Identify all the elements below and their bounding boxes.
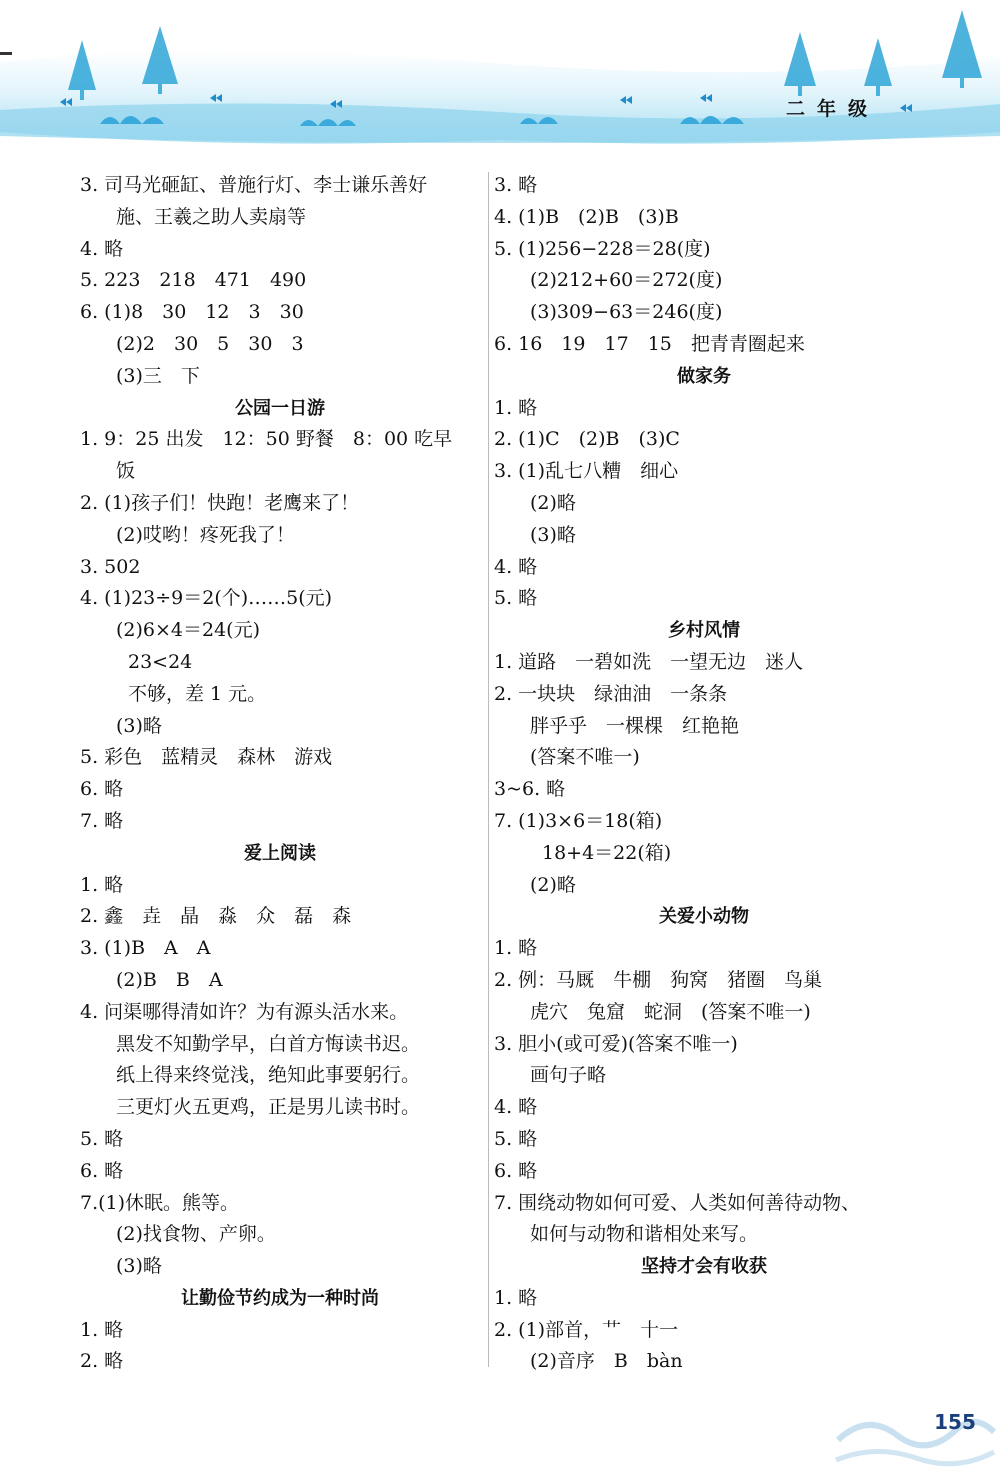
answer-item: 1. 略 — [80, 1318, 124, 1341]
answer-item: 3. 略 — [494, 174, 538, 196]
answer-line: (3)三 下 — [116, 364, 200, 387]
meadow-illustration — [0, 0, 1000, 150]
answer-line: 施、王羲之助人卖扇等 — [116, 205, 307, 228]
answer-line: (2)B B A — [116, 968, 223, 991]
answer-item: 7. 略 — [80, 809, 124, 832]
answer-line: (2)略 — [530, 491, 576, 514]
answer-item: 5. 略 — [494, 587, 538, 610]
answer-line: (2)2 30 5 30 3 — [116, 332, 304, 355]
section-title: 坚持才会有收获 — [641, 1256, 767, 1278]
answer-item: 5. 略 — [80, 1127, 124, 1150]
answer-item: 3. 司马光砸缸、普施行灯、李士谦乐善好 — [80, 174, 428, 196]
column-divider — [488, 172, 489, 1367]
answer-item: 7. 围绕动物如何可爱、人类如何善待动物、 — [494, 1191, 861, 1214]
answer-item: 1. 略 — [494, 396, 538, 419]
answer-item: 3. (1)B A A — [80, 937, 211, 960]
answer-line: 不够，差 1 元。 — [128, 682, 267, 705]
answer-item: 6. 略 — [80, 1159, 124, 1182]
answer-line: (3)略 — [116, 1255, 162, 1278]
answer-item: 2. (1)孩子们！快跑！老鹰来了！ — [80, 491, 360, 514]
answer-line: 饭 — [116, 460, 136, 483]
answer-line: (3)略 — [530, 523, 576, 546]
answer-item: 4. 略 — [494, 1096, 538, 1119]
answer-item: 5. (1)256−228＝28(度) — [494, 237, 711, 260]
answer-item: 5. 略 — [494, 1127, 538, 1150]
answer-item: 5. 223 218 471 490 — [80, 269, 307, 292]
section-title: 做家务 — [677, 365, 731, 387]
answer-item: 4. 问渠哪得清如许？为有源头活水来。 — [80, 1000, 409, 1023]
answer-line: (答案不唯一) — [530, 746, 640, 769]
answer-line: 虎穴 兔窟 蛇洞 (答案不唯一) — [530, 1000, 811, 1023]
section-title: 让勤俭节约成为一种时尚 — [181, 1287, 379, 1309]
grade-label: 二年级 — [786, 98, 880, 120]
answer-item: 1. 略 — [80, 873, 124, 896]
answer-item: 4. (1)23÷9＝2(个)……5(元) — [80, 587, 333, 610]
left-answer-column — [80, 170, 480, 1378]
answer-item: 2. 鑫 垚 晶 淼 众 磊 森 — [80, 905, 352, 928]
answer-line: 如何与动物和谐相处来写。 — [530, 1223, 759, 1246]
page-number: 155 — [934, 1410, 976, 1434]
section-title: 关爱小动物 — [659, 906, 749, 928]
answer-item: 7. (1)3×6＝18(箱) — [494, 809, 663, 832]
answer-item: 3. (1)乱七八糟 细心 — [494, 460, 679, 483]
answer-line: 纸上得来终觉浅，绝知此事要躬行。 — [116, 1064, 421, 1087]
answer-line: 三更灯火五更鸡，正是男儿读书时。 — [116, 1096, 421, 1119]
answer-line: (3)略 — [116, 714, 162, 737]
answer-item: 2. (1)部首，艹 十一 — [494, 1318, 679, 1341]
answer-item: 2. 略 — [80, 1350, 124, 1373]
answer-item: 2. (1)C (2)B (3)C — [494, 428, 680, 451]
answer-item: 3~6. 略 — [494, 778, 566, 801]
answer-line: (2)哎哟！疼死我了！ — [116, 523, 295, 546]
answer-line: 画句子略 — [530, 1064, 607, 1087]
answer-item: 4. 略 — [494, 555, 538, 578]
answer-item: 7.(1)休眠。熊等。 — [80, 1191, 240, 1214]
answer-line: 18+4＝22(箱) — [542, 841, 672, 864]
answer-line: (3)309−63＝246(度) — [530, 301, 723, 324]
answer-line: 23<24 — [128, 650, 193, 673]
answer-item: 1. 略 — [494, 1286, 538, 1309]
right-answer-column — [494, 170, 914, 1378]
answer-item: 6. (1)8 30 12 3 30 — [80, 301, 304, 324]
answer-line: 胖乎乎 一棵棵 红艳艳 — [530, 714, 740, 737]
answer-item: 6. 16 19 17 15 把青青圈起来 — [494, 332, 805, 355]
answer-line: (2)略 — [530, 873, 576, 896]
answer-item: 1. 略 — [494, 937, 538, 960]
answer-item: 4. (1)B (2)B (3)B — [494, 205, 679, 228]
answer-line: (2)6×4＝24(元) — [116, 619, 261, 642]
answer-line: (2)音序 B bàn — [530, 1350, 683, 1373]
answer-item: 2. 例：马厩 牛棚 狗窝 猪圈 鸟巢 — [494, 968, 823, 991]
answer-item: 3. 502 — [80, 555, 141, 578]
answer-item: 6. 略 — [80, 778, 124, 801]
answer-item: 1. 9：25 出发 12：50 野餐 8：00 吃早 — [80, 428, 453, 451]
answer-item: 4. 略 — [80, 237, 124, 260]
header-banner — [0, 0, 1000, 150]
answer-line: (2)212+60＝272(度) — [530, 269, 723, 292]
answer-item: 3. 胆小(或可爱)(答案不唯一) — [494, 1032, 738, 1055]
answer-item: 5. 彩色 蓝精灵 森林 游戏 — [80, 746, 333, 769]
section-title: 公园一日游 — [235, 397, 325, 419]
answer-item: 1. 道路 一碧如洗 一望无边 迷人 — [494, 650, 804, 673]
answer-line: (2)找食物、产卵。 — [116, 1223, 276, 1246]
section-title: 爱上阅读 — [244, 842, 316, 864]
answer-item: 6. 略 — [494, 1159, 538, 1182]
answer-line: 黑发不知勤学早，白首方悔读书迟。 — [116, 1032, 421, 1055]
section-title: 乡村风情 — [668, 620, 740, 642]
answer-item: 2. 一块块 绿油油 一条条 — [494, 682, 728, 705]
